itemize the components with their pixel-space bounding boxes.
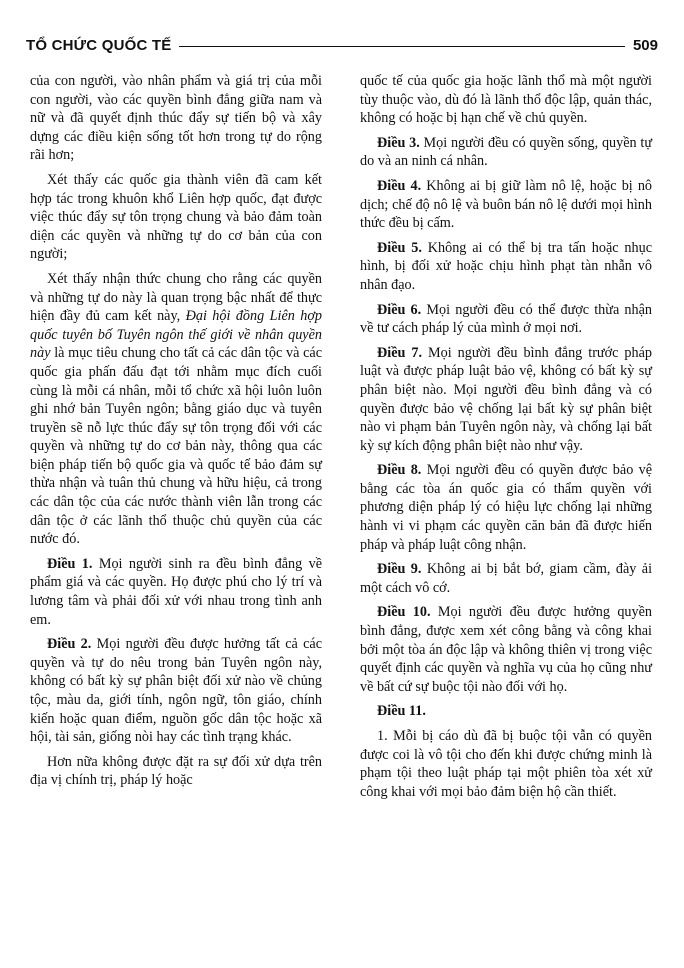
article-label: Điều 11. bbox=[377, 703, 426, 720]
article-label: Điều 1. bbox=[47, 555, 93, 572]
article-label: Điều 4. bbox=[377, 177, 422, 194]
article-11-heading bbox=[360, 702, 652, 721]
article-label: Điều 7. bbox=[377, 344, 423, 361]
article-text: Mọi người đều được hưởng quyền bình đẳng, được xem xét công bằng và công khai bởi một tòa án độc lập và không thiên vị trong việc quyết định các quyền và nghĩa vụ của họ cũng như về bất cứ sự buộc tội nào đối với họ. bbox=[360, 604, 653, 695]
paragraph: quốc tế của quốc gia hoặc lãnh thổ mà một người tùy thuộc vào, dù đó là lãnh thổ độc lập, quản thác, không có hoặc bị hạn chế về chủ quyền. bbox=[360, 73, 652, 127]
paragraph: Xét thấy các quốc gia thành viên đã cam kết hợp tác trong khuôn khổ Liên hợp quốc, đạt được việc thúc đẩy sự tôn trọng chung và bảo đảm toàn diện các quyền và những tự do cơ bản của con người; bbox=[30, 171, 322, 263]
article-2 bbox=[30, 635, 322, 747]
article-label: Điều 6. bbox=[377, 301, 422, 318]
right-column bbox=[360, 72, 652, 807]
article-text: Mọi người đều bình đẳng trước pháp luật và được pháp luật bảo vệ, không có bất kỳ sự phân biệt nào. Mọi người đều bình đẳng và có quyền được bảo vệ chống lại bất kỳ sự phân biệt nào vi phạm bản Tuyên ngôn này, và chống lại bất kỳ sự kích động phân biệt nào như vậy. bbox=[360, 344, 652, 454]
paragraph-text: Xét thấy nhận thức chung cho rằng các quyền và những tự do này là quan trọng bậc nhất để thực hiện đầy đủ cam kết này, bbox=[30, 270, 322, 325]
article-text: Mọi người đều được hưởng tất cả các quyền và tự do nêu trong bản Tuyên ngôn này, không có bất kỳ sự phân biệt đối xử nào về chủng tộc, màu da, giới tính, ngôn ngữ, tôn giáo, chính kiến hoặc quan điểm, nguồn gốc dân tộc hoặc xã hội, tài sản, giống nòi hay các tình trạng khác. bbox=[30, 636, 322, 746]
article-3 bbox=[360, 134, 652, 171]
running-header-title: TỔ CHỨC QUỐC TẾ bbox=[26, 36, 172, 54]
article-label: Điều 8. bbox=[377, 462, 422, 479]
article-label: Điều 5. bbox=[377, 239, 422, 256]
article-9 bbox=[360, 560, 652, 597]
article-6 bbox=[360, 301, 652, 338]
article-label: Điều 2. bbox=[47, 636, 92, 653]
article-text: Không ai có thể bị tra tấn hoặc nhục hình, bị đối xử hoặc chịu hình phạt tàn nhẫn vô nhân đạo. bbox=[360, 239, 653, 293]
article-8 bbox=[360, 461, 652, 554]
article-label: Điều 9. bbox=[377, 561, 422, 578]
left-column bbox=[30, 72, 322, 796]
article-text: Không ai bị bắt bớ, giam cầm, đày ải một cách vô cớ. bbox=[360, 561, 653, 596]
paragraph: Hơn nữa không được đặt ra sự đối xử dựa trên địa vị chính trị, pháp lý hoặc bbox=[30, 753, 322, 789]
article-4 bbox=[360, 177, 652, 233]
running-header bbox=[26, 34, 658, 56]
article-11-clause-1: 1. Mỗi bị cáo dù đã bị buộc tội vẫn có quyền được coi là vô tội cho đến khi được chứng minh là phạm tội theo luật pháp tại một phiên tòa xét xử công khai với mọi bảo đảm biện hộ cần thiết. bbox=[360, 728, 652, 800]
paragraph bbox=[30, 270, 322, 549]
article-5 bbox=[360, 239, 652, 295]
article-10 bbox=[360, 603, 652, 696]
article-text: Mọi người đều có thể được thừa nhận về tư cách pháp lý của mình ở mọi nơi. bbox=[360, 301, 653, 337]
article-label: Điều 10. bbox=[377, 604, 431, 621]
paragraph: của con người, vào nhân phẩm và giá trị của mỗi con người, vào các quyền bình đẳng giữa nam và nữ và đã quyết định thúc đẩy sự tiến bộ và xây dựng các điều kiện sống tốt hơn trong tự do rộng rãi hơn; bbox=[30, 73, 322, 164]
article-7 bbox=[360, 344, 652, 456]
article-1 bbox=[30, 555, 322, 629]
paragraph-text: là mục tiêu chung cho tất cả các dân tộc và các quốc gia phấn đấu đạt tới nhằm mục đích cuối cùng là mỗi cá nhân, mỗi tổ chức xã hội luôn luôn ghi nhớ bản Tuyên ngôn; bằng giáo dục và tuyên truyền sẽ nỗ lực thúc đẩy sự tôn trọng đối với các quyền và những tự do cơ bản này, thông qua các biện pháp tiến bộ quốc gia và quốc tế bảo đảm sự thừa nhận và tuân thủ chung và hữu hiệu, cả trong các dân tộc của các nước thành viên lẫn trong các dân tộc ở các lãnh thổ thuộc chủ quyền của các nước đó. bbox=[30, 345, 322, 548]
header-rule bbox=[179, 46, 625, 47]
article-text: Mọi người sinh ra đều bình đẳng về phẩm giá và các quyền. Họ được phú cho lý trí và lương tâm và phải đối xử với nhau trong tình anh em. bbox=[30, 555, 322, 628]
article-text: Mọi người đều có quyền sống, quyền tự do và an ninh cá nhân. bbox=[360, 134, 653, 170]
article-text: Không ai bị giữ làm nô lệ, hoặc bị nô dịch; chế độ nô lệ và buôn bán nô lệ dưới mọi hình thức đều bị cấm. bbox=[360, 177, 653, 232]
italic-text: Đại hội đồng Liên hợp quốc tuyên bố Tuyên ngôn thế giới về nhân quyền này bbox=[30, 308, 322, 362]
article-label: Điều 3. bbox=[377, 134, 420, 151]
page-number: 509 bbox=[632, 36, 658, 54]
article-text: Mọi người đều có quyền được bảo vệ bằng các tòa án quốc gia có thẩm quyền với phương diện pháp lý có hiệu lực chống lại những hành vi vi phạm các quyền căn bản đã được hiến pháp và pháp luật công nhận. bbox=[360, 462, 653, 553]
